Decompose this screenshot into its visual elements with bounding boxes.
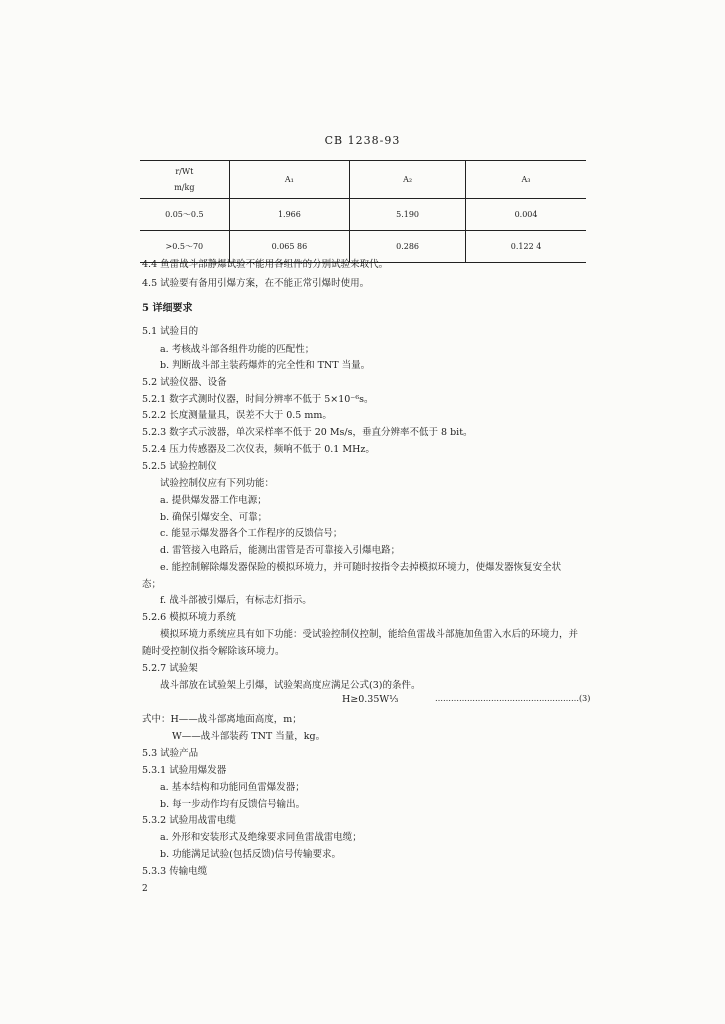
item-5-2-5-e: e. 能控制解除爆发器保险的模拟环境力，并可随时按指令去掉模拟环境力，使爆发器恢复安全状 — [160, 562, 562, 573]
item-5-2-5-c: c. 能显示爆发器各个工作程序的反馈信号； — [160, 528, 343, 539]
table-row — [140, 199, 586, 231]
header-cell-a2: A₂ — [350, 161, 466, 199]
formula-number: ………………………………………………(3) — [435, 694, 591, 703]
header-unit-line2: m/kg — [174, 182, 195, 192]
section-5-heading: 5 详细要求 — [142, 303, 193, 314]
clause-5-2-3: 5.2.3 数字式示波器，单次采样率不低于 20 Ms/s，垂直分辨率不低于 8 bit。 — [142, 427, 473, 438]
clause-4-4: 4.4 鱼雷战斗部静爆试验不能用各组件的分别试验来取代。 — [142, 259, 389, 270]
page-header: CB 1238-93 — [324, 134, 401, 147]
table-cell-a1: 1.966 — [229, 199, 349, 231]
clause-5-3-2: 5.3.2 试验用战雷电缆 — [142, 815, 236, 826]
table-cell-a1: 0.065 86 — [229, 231, 349, 263]
page-number: 2 — [142, 884, 148, 894]
clause-5-2-5-intro: 试验控制仪应有下列功能： — [160, 478, 275, 489]
table-cell-a2: 5.190 — [350, 199, 466, 231]
item-5-2-5-a: a. 提供爆发器工作电源； — [160, 495, 267, 506]
clause-5-2: 5.2 试验仪器、设备 — [142, 377, 227, 388]
item-5-2-5-f: f. 战斗部被引爆后，有标志灯指示。 — [160, 595, 312, 606]
clause-5-2-7-para: 战斗部放在试验架上引爆，试验架高度应满足公式(3)的条件。 — [160, 680, 421, 691]
formula-where-w: W——战斗部装药 TNT 当量，kg。 — [172, 731, 326, 742]
clause-4-5: 4.5 试验要有备用引爆方案，在不能正常引爆时使用。 — [142, 278, 370, 289]
clause-5-2-2: 5.2.2 长度测量量具，误差不大于 0.5 mm。 — [142, 410, 332, 421]
clause-5-2-7: 5.2.7 试验架 — [142, 663, 198, 674]
clause-5-2-6: 5.2.6 模拟环境力系统 — [142, 612, 236, 623]
item-5-2-5-b: b. 确保引爆安全、可靠； — [160, 512, 268, 523]
clause-5-2-4: 5.2.4 压力传感器及二次仪表，频响不低于 0.1 MHz。 — [142, 444, 375, 455]
item-5-2-5-e-cont: 态； — [142, 579, 162, 590]
coefficient-table — [140, 160, 586, 263]
table-header-row — [140, 161, 586, 199]
table-cell-range: >0.5～70 — [165, 242, 204, 251]
clause-5-3-1: 5.3.1 试验用爆发器 — [142, 765, 227, 776]
table-cell-range: 0.05～0.5 — [165, 210, 204, 219]
header-cell-a3: A₃ — [466, 161, 586, 199]
clause-5-3-3: 5.3.3 传输电缆 — [142, 866, 208, 877]
clause-5-1: 5.1 试验目的 — [142, 326, 199, 337]
item-5-1-b: b. 判断战斗部主装药爆炸的完全性和 TNT 当量。 — [160, 360, 371, 371]
formula: H≥0.35W⅓ — [342, 694, 399, 705]
header-cell-a1: A₁ — [229, 161, 349, 199]
table-cell-a3: 0.122 4 — [466, 231, 586, 263]
clause-5-2-5: 5.2.5 试验控制仪 — [142, 461, 217, 472]
header-cell-range — [140, 161, 229, 199]
clause-5-2-1: 5.2.1 数字式测时仪器，时间分辨率不低于 5×10⁻⁶s。 — [142, 394, 374, 405]
table-cell-a3: 0.004 — [466, 199, 586, 231]
formula-where-h: 式中：H——战斗部离地面高度，m； — [142, 714, 302, 725]
item-5-2-5-d: d. 雷管接入电路后，能测出雷管是否可靠接入引爆电路； — [160, 545, 401, 556]
clause-5-2-6-para: 模拟环境力系统应具有如下功能：受试验控制仪控制，能给鱼雷战斗部施加鱼雷入水后的环境力，并 — [160, 629, 579, 640]
item-5-3-1-a: a. 基本结构和功能同鱼雷爆发器； — [160, 782, 305, 793]
clause-5-2-6-para-cont: 随时受控制仪指令解除该环境力。 — [142, 646, 285, 657]
clause-5-3: 5.3 试验产品 — [142, 748, 199, 759]
table-cell-a2: 0.286 — [350, 231, 466, 263]
item-5-3-1-b: b. 每一步动作均有反馈信号输出。 — [160, 799, 306, 810]
item-5-3-2-a: a. 外形和安装形式及绝缘要求同鱼雷战雷电缆； — [160, 832, 362, 843]
item-5-1-a: a. 考核战斗部各组件功能的匹配性； — [160, 344, 315, 355]
item-5-3-2-b: b. 功能满足试验(包括反馈)信号传输要求。 — [160, 849, 342, 860]
header-unit-line1: r/Wt — [175, 166, 194, 176]
